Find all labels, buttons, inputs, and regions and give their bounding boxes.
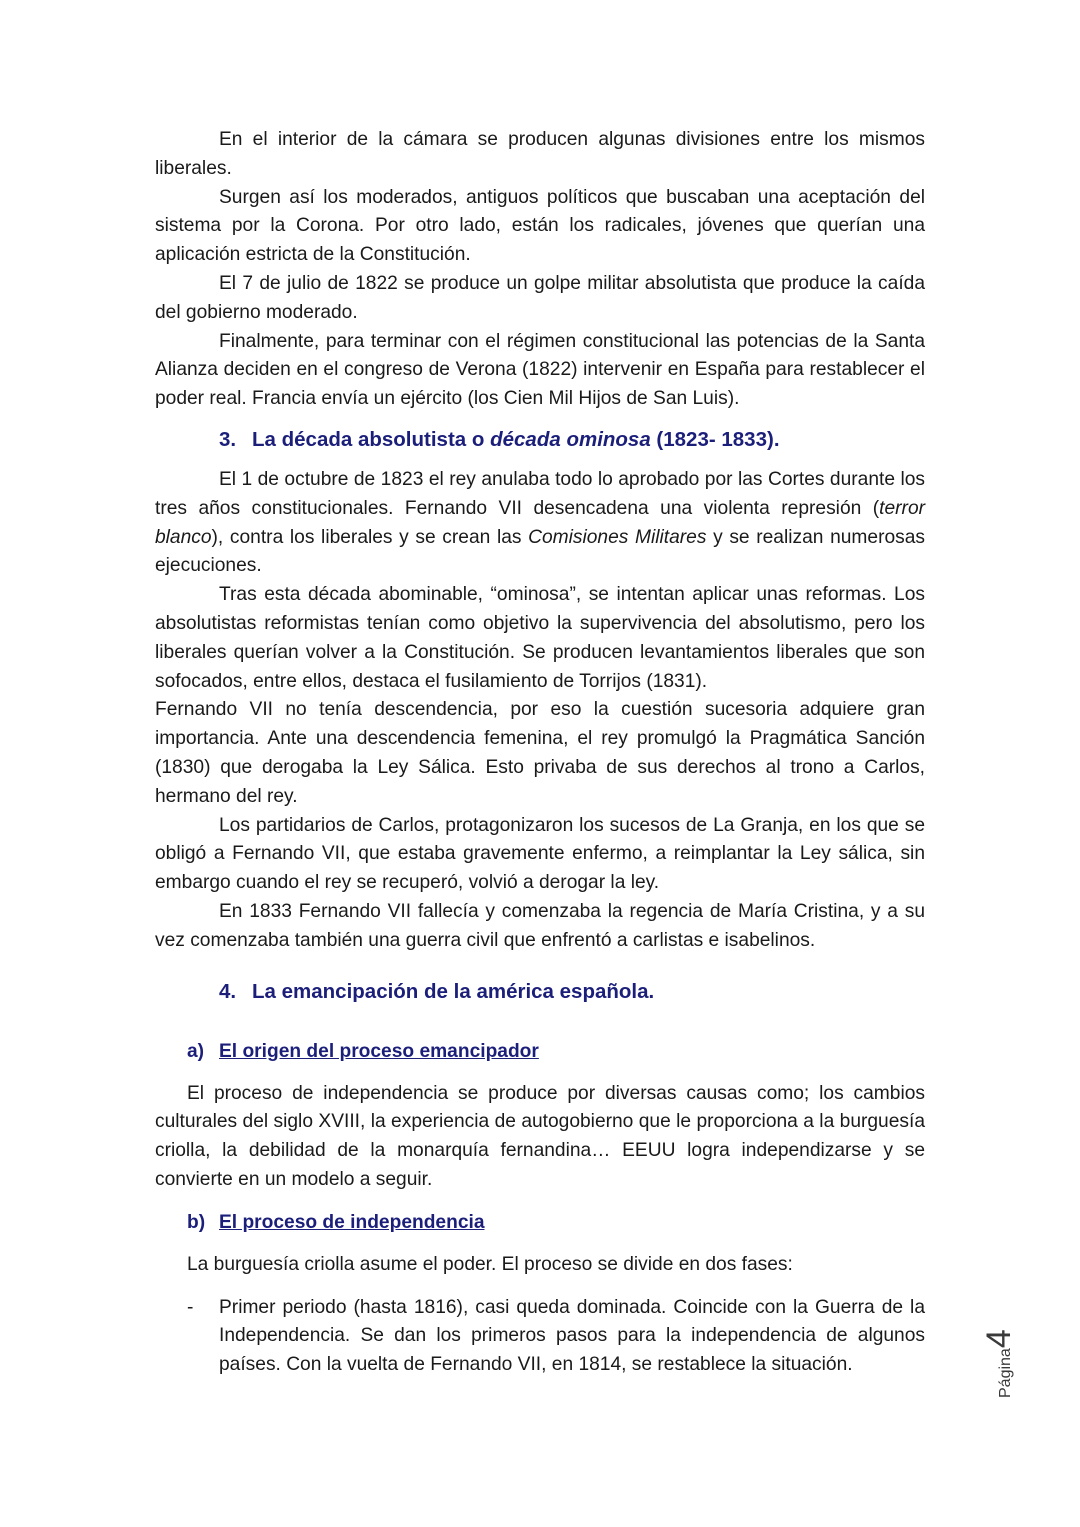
section-number: 4. (219, 979, 237, 1003)
section-title-emphasis: década ominosa (490, 427, 651, 451)
section-heading-3 (155, 426, 925, 454)
paragraph: La burguesía criolla asume el poder. El proceso se divide en dos fases: (187, 1253, 793, 1275)
emphasis: terror blanco (155, 497, 925, 548)
subheading-b (155, 1209, 925, 1237)
paragraph: Tras esta década abominable, “ominosa”, se intentan aplicar unas reformas. Los absolutistas reformistas tenían como objetivo la supervivencia del absolutismo, pero los liberales querían volver a la Constitución. Se producen levantamientos liberales que son sofocados, entre ellos, destaca el fusilamiento de Torrijos (1831). (155, 584, 925, 692)
paragraph: En 1833 Fernando VII fallecía y comenzaba la regencia de María Cristina, y a su vez comenzaba también una guerra civil que enfrentó a carlistas e isabelinos. (155, 900, 925, 951)
paragraph: El proceso de independencia se produce por diversas causas como; los cambios culturales del siglo XVIII, la experiencia de autogobierno que le proporciona a la burguesía criolla, la debilidad de la monarquía fernandina… EEUU logra independizarse y se convierte en un modelo a seguir. (155, 1082, 925, 1190)
paragraph: En el interior de la cámara se producen algunas divisiones entre los mismos liberales. (155, 129, 925, 179)
subheading-label: a) (187, 1040, 205, 1062)
page-digit: 4 (980, 1329, 1018, 1349)
bullet-dash: - (187, 1296, 194, 1318)
section-title-part: La década absolutista o (252, 427, 491, 451)
paragraph: Los partidarios de Carlos, protagonizaron los sucesos de La Granja, en los que se obligó a Fernando VII, que estaba gravemente enfermo, a reimplantar la Ley sálica, sin embargo cuando el rey se recuperó, volvió a derogar la ley. (155, 814, 925, 894)
page-number (980, 1312, 1030, 1398)
text-run: El 1 de octubre de 1823 el rey anulaba todo lo aprobado por las Cortes durante los tres años constitucionales. Fernando VII desencadena una violenta represión ( (155, 468, 925, 519)
subheading-title: El origen del proceso emancipador (219, 1040, 539, 1062)
paragraph: Finalmente, para terminar con el régimen constitucional las potencias de la Santa Alianza deciden en el congreso de Verona (1822) intervenir en España para restablecer el poder real. Francia envía un ejército (los Cien Mil Hijos de San Luis). (155, 330, 925, 410)
text-run: ), contra los liberales y se crean las (211, 526, 529, 548)
paragraph (155, 466, 925, 581)
paragraph: El 7 de julio de 1822 se produce un golpe militar absolutista que produce la caída del gobierno moderado. (155, 272, 925, 323)
subheading-title: El proceso de independencia (219, 1211, 485, 1233)
list-item (155, 1294, 925, 1380)
paragraph: Fernando VII no tenía descendencia, por eso la cuestión sucesoria adquiere gran importancia. Ante una descendencia femenina, el rey promulgó la Pragmática Sanción (1830) que derogaba la Ley Sálica. Esto privaba de sus derechos al trono a Carlos, hermano del rey. (155, 699, 925, 807)
page-body (155, 126, 925, 1380)
paragraph: Surgen así los moderados, antiguos políticos que buscaban una aceptación del sistema por la Corona. Por otro lado, están los radicales, jóvenes que querían una aplicación estricta de la Constitución. (155, 186, 925, 266)
section-heading-4 (155, 978, 925, 1006)
text-run: y se realizan numerosas ejecuciones. (155, 526, 925, 577)
section-title: La emancipación de la américa española. (252, 979, 655, 1003)
subheading-label: b) (187, 1211, 206, 1233)
bullet-list (155, 1294, 925, 1380)
section-number: 3. (219, 427, 237, 451)
section-title-part: (1823- 1833). (650, 427, 780, 451)
emphasis: Comisiones Militares (528, 526, 707, 548)
page-label: Página (997, 1348, 1014, 1398)
subheading-a (155, 1038, 925, 1066)
list-item-text: Primer periodo (hasta 1816), casi queda dominada. Coincide con la Guerra de la Independencia. Se dan los primeros pasos para la independencia de algunos países. Con la vuelta de Fernando VII, en 1814, se restablece la situación. (219, 1296, 925, 1376)
